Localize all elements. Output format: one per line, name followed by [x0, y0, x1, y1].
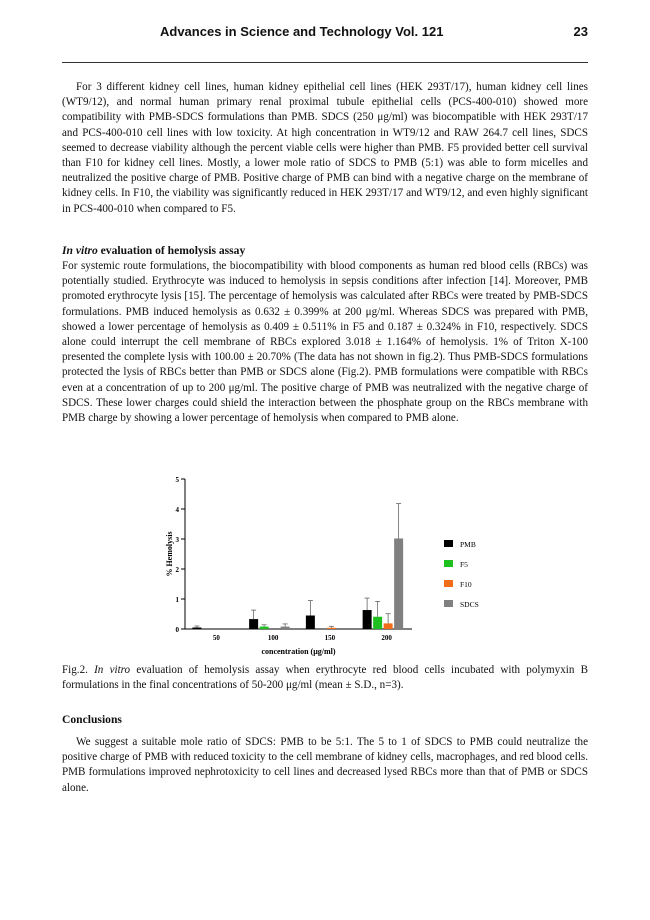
x-tick-label: 200: [381, 634, 392, 642]
legend-swatch-f10: [444, 580, 453, 587]
x-axis-label: concentration (μg/ml): [261, 647, 336, 656]
bar-sdcs: [281, 627, 290, 629]
legend-label-f10: F10: [460, 580, 472, 589]
legend-swatch-f5: [444, 560, 453, 567]
legend-label-sdcs: SDCS: [460, 600, 479, 609]
bar-f10: [384, 623, 393, 629]
paragraph-conclusions: We suggest a suitable mole ratio of SDCS: PMB to be 5:1. The 5 to 1 of SDCS to PMB could neutralize the positive charge of PMB with reduced toxicity to the cell membrane of kidney cells, macrophages, and red blood cells. PMB formulations improved nephrotoxicity to cell lines and decreased lysed RBCs more than that of PMB or SDCS alone.: [62, 736, 588, 794]
paragraph-kidney: For 3 different kidney cell lines, human kidney epithelial cell lines (HEK 293T/17), human kidney cell lines (WT9/12), and normal human primary renal proximal tubule epithelial cells (PCS-400-010) showed more compatibility with PMB-SDCS formulations than PMB. SDCS (250 μg/ml) was biocompatible with HEK 293T/17 and PCS-400-010 cell lines with low toxicity. At high concentration in WT9/12 and RAW 264.7 cell lines, SDCS seemed to decrease viability although the percent viable cells were higher than PMB. F5 provided better cell survival than F10 for kidney cell lines. Mostly, a lower mole ratio of SDCS to PMB (5:1) was able to form micelles and neutralized the positive charge of PMB. Positive charge of PMB can bind with a negative charge on the membrane of kidney cells. In F10, the viability was significantly reduced in HEK 293T/17 and WT9/12, and even highly significant in PCS-400-010 when compared to F5.: [62, 81, 588, 215]
header-rule: [62, 62, 588, 63]
y-tick-label: 4: [175, 506, 179, 514]
section-heading-hemolysis: [62, 244, 245, 257]
journal-title: Advances in Science and Technology Vol. 121: [160, 24, 444, 39]
y-tick-label: 2: [175, 566, 179, 574]
caption-label: Fig.2.: [62, 664, 95, 676]
legend-swatch-pmb: [444, 540, 453, 547]
legend-swatch-sdcs: [444, 600, 453, 607]
bar-pmb: [306, 616, 315, 630]
bar-f5: [373, 617, 382, 629]
y-axis-label: % Hemolysis: [165, 531, 174, 577]
bar-f5: [260, 627, 269, 629]
x-tick-label: 50: [212, 634, 220, 642]
y-tick-label: 5: [175, 476, 179, 484]
legend-label-f5: F5: [460, 560, 468, 569]
bar-sdcs: [394, 538, 403, 629]
y-tick-label: 0: [175, 626, 179, 634]
caption-italic: In vitro: [94, 664, 131, 676]
y-tick-label: 1: [175, 596, 179, 604]
running-header: [62, 24, 588, 40]
x-tick-label: 100: [267, 634, 279, 642]
figure-caption: [62, 663, 588, 693]
section-heading-conclusions: Conclusions: [62, 713, 122, 726]
bar-pmb: [363, 610, 372, 629]
paragraph-hemolysis: For systemic route formulations, the biocompatibility with blood components as human red blood cells (RBCs) was potentially studied. Erythrocyte was induced to hemolysis in sepsis conditions after infection [14]. Moreover, PMB promoted erythrocyte lysis [15]. The percentage of hemolysis was calculated after RBCs were treated by PMB-SDCS formulations. PMB induced hemolysis as 0.632 ± 0.399% at 200 μg/ml. Whereas SDCS was prepared with PMB, showed a lower percentage of hemolysis as 0.409 ± 0.511% in F5 and 0.187 ± 0.324% in F10, respectively. SDCS alone could interrupt the cell membrane of RBCs explored 3.018 ± 1.164% of hemolysis. 1% of Triton X-100 presented the complete lysis with 100.00 ± 20.70% (The data has not shown in fig.2). Thus PMB-SDCS formulations protected the lysis of RBCs better than PMB or SDCS alone (Fig.2). PMB formulations were compatible with RBCs even at a concentration of up to 200 μg/ml. The positive charge of PMB was neutralized with the negative charge of SDCS. These lower charges could shield the interaction between the phosphate group on the RBCs membrane with PMB charge by showing a lower percentage of hemolysis when compared to PMB alone.: [62, 260, 588, 425]
bar-f10: [327, 628, 336, 629]
bar-pmb: [249, 619, 258, 629]
page-number: 23: [573, 24, 588, 39]
hemolysis-chart: [150, 470, 510, 660]
legend-label-pmb: PMB: [460, 540, 476, 549]
caption-text: evaluation of hemolysis assay when erythrocyte red blood cells incubated with polymyxin B formulations in the final concentrations of 50-200 μg/ml (mean ± S.D., n=3).: [62, 664, 588, 692]
heading-italic: In vitro: [62, 244, 98, 257]
x-tick-label: 150: [324, 634, 336, 642]
bar-pmb: [192, 628, 201, 630]
y-tick-label: 3: [175, 536, 179, 544]
heading-rest: evaluation of hemolysis assay: [97, 244, 246, 257]
